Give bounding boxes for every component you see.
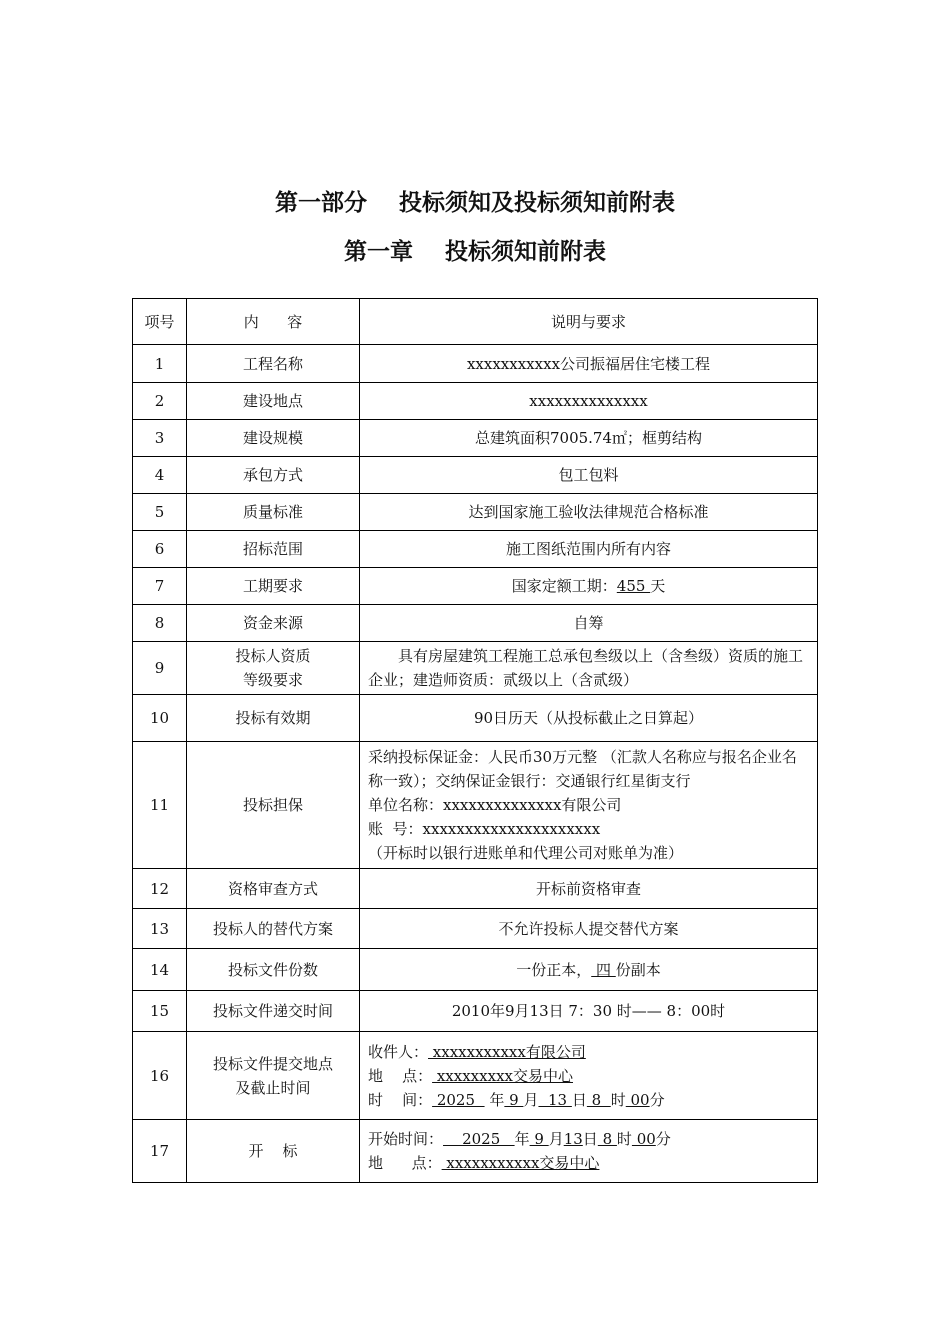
row-desc [360,1032,818,1120]
row-item: 工程名称 [187,345,360,383]
row-desc: 开标前资格审查 [360,869,818,909]
row-item: 投标文件递交时间 [187,991,360,1032]
table-row [133,869,818,909]
row-item: 投标担保 [187,742,360,869]
row-desc: xxxxxxxxxxx公司振福居住宅楼工程 [360,345,818,383]
table-row [133,949,818,991]
year-value: 2025 [443,1130,515,1148]
desc-line: 单位名称：xxxxxxxxxxxxxx有限公司 [368,796,622,814]
table-row [133,991,818,1032]
month-value: 9 [504,1090,524,1109]
header-desc: 说明与要求 [360,299,818,345]
row-no: 14 [133,949,187,991]
table-row [133,345,818,383]
row-no: 3 [133,420,187,457]
row-no: 6 [133,531,187,568]
row-desc [360,949,818,991]
row-item: 质量标准 [187,494,360,531]
table-row [133,383,818,420]
field-label: 地 点： [368,1154,442,1172]
row-item: 资格审查方式 [187,869,360,909]
desc-line [368,1088,811,1112]
row-no: 17 [133,1120,187,1183]
row-no: 11 [133,742,187,869]
row-item: 资金来源 [187,605,360,642]
table-row [133,642,818,695]
row-no: 16 [133,1032,187,1120]
day-unit: 日 [582,1130,598,1148]
row-item: 工期要求 [187,568,360,605]
table-row [133,695,818,742]
row-desc: xxxxxxxxxxxxxx [360,383,818,420]
desc-line: 采纳投标保证金：人民币30万元整 （汇款人名称应与报名企业名称一致）；交纳保证金银行：交通银行红星街支行 [368,748,797,790]
hour-value: 8 [586,1090,611,1109]
field-label: 地 点： [368,1066,433,1085]
day-value: 13 [538,1090,572,1109]
desc-line: （开标时以银行进账单和代理公司对账单为准） [368,844,684,862]
month-unit: 月 [548,1130,564,1148]
hour-value: 8 [597,1130,617,1148]
row-no: 12 [133,869,187,909]
desc-text: 天 [650,577,666,595]
minute-unit: 分 [649,1090,665,1109]
month-value: 9 [529,1130,549,1148]
day-value: 13 [563,1130,583,1148]
table-row [133,457,818,494]
row-no: 2 [133,383,187,420]
row-no: 8 [133,605,187,642]
item-line: 等级要求 [242,671,303,689]
copies-value: 四 [591,960,616,979]
row-no: 1 [133,345,187,383]
row-desc: 自筹 [360,605,818,642]
row-item: 招标范围 [187,531,360,568]
row-desc: 2010年9月13日 7：30 时—— 8：00时 [360,991,818,1032]
minute-unit: 分 [655,1130,671,1148]
year-unit: 年 [514,1130,530,1148]
recipient-value: xxxxxxxxxxx有限公司 [428,1042,586,1061]
hour-unit: 时 [610,1090,626,1109]
tender-notice-table [132,298,818,1183]
table-row [133,568,818,605]
desc-line [368,1064,811,1088]
row-desc: 达到国家施工验收法律规范合格标准 [360,494,818,531]
row-item: 建设规模 [187,420,360,457]
item-line: 及截止时间 [235,1078,311,1097]
row-no: 13 [133,909,187,949]
row-no: 5 [133,494,187,531]
row-item: 投标人的替代方案 [187,909,360,949]
row-item: 开 标 [187,1120,360,1183]
header-no: 项号 [133,299,187,345]
desc-line: 账 号：xxxxxxxxxxxxxxxxxxxxx [368,820,601,838]
duration-value: 455 [616,577,651,595]
table-row [133,909,818,949]
table-row [133,742,818,869]
minute-value: 00 [631,1130,656,1148]
month-unit: 月 [523,1090,539,1109]
row-item: 承包方式 [187,457,360,494]
table-row [133,605,818,642]
location-value: xxxxxxxxxxx交易中心 [441,1154,600,1172]
field-label: 时 间： [368,1090,433,1109]
item-line: 投标人资质 [235,647,311,665]
desc-line [368,1040,811,1064]
row-desc [360,742,818,869]
table-row [133,420,818,457]
part-title: 第一部分 投标须知及投标须知前附表 [274,190,676,216]
row-item [187,642,360,695]
field-label: 开始时间： [368,1130,444,1148]
table-row [133,531,818,568]
row-item [187,1032,360,1120]
row-item: 投标文件份数 [187,949,360,991]
field-label: 收件人： [368,1042,429,1061]
row-desc: 包工包料 [360,457,818,494]
desc-text: 国家定额工期： [511,577,617,595]
year-value: 2025 [432,1090,485,1109]
table-header-row [133,299,818,345]
row-desc [360,568,818,605]
row-item: 建设地点 [187,383,360,420]
row-no: 10 [133,695,187,742]
row-no: 9 [133,642,187,695]
row-desc: 90日历天（从投标截止之日算起） [360,695,818,742]
row-no: 15 [133,991,187,1032]
row-no: 7 [133,568,187,605]
row-desc: 施工图纸范围内所有内容 [360,531,818,568]
desc-text: 一份正本， [516,960,592,979]
row-no: 4 [133,457,187,494]
hour-unit: 时 [616,1130,632,1148]
row-desc: 不允许投标人提交替代方案 [360,909,818,949]
item-line: 投标文件提交地点 [212,1054,333,1073]
chapter-title: 第一章 投标须知前附表 [343,239,607,265]
header-content: 内 容 [187,299,360,345]
row-desc: 总建筑面积7005.74㎡；框剪结构 [360,420,818,457]
row-desc [360,1120,818,1183]
desc-text: 份副本 [615,960,661,979]
year-unit: 年 [484,1090,505,1109]
minute-value: 00 [625,1090,650,1109]
desc-line [368,1151,811,1175]
row-item: 投标有效期 [187,695,360,742]
day-unit: 日 [571,1090,587,1109]
desc-line [368,1127,811,1151]
location-value: xxxxxxxxx交易中心 [432,1066,573,1085]
table-row [133,494,818,531]
row-desc: 具有房屋建筑工程施工总承包叁级以上（含叁级）资质的施工企业；建造师资质：贰级以上（含贰级） [360,642,818,695]
table-row [133,1032,818,1120]
table-row [133,1120,818,1183]
